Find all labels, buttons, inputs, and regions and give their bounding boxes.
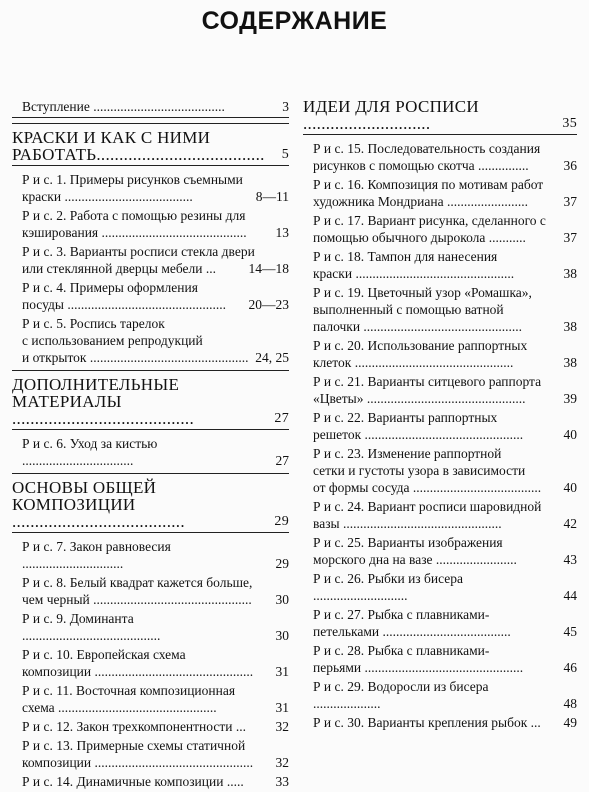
toc-entry-text-line: рисунков с помощью скотча ............... xyxy=(313,158,529,173)
toc-entry-text-line: краски ............................................... xyxy=(313,266,515,281)
toc-section-entry[interactable] xyxy=(303,98,577,132)
toc-section-entry[interactable] xyxy=(12,479,289,530)
toc-entry-text-line: решеток ............................................... xyxy=(313,427,524,442)
section-divider xyxy=(12,117,289,118)
toc-entry-text-line: клеток ............................................... xyxy=(313,355,514,370)
toc-entry-text-line: Р и с. 20. Использование раппортных xyxy=(313,338,528,353)
toc-entry-text-line: Р и с. 25. Варианты изображения xyxy=(313,535,503,550)
toc-entry[interactable] xyxy=(303,373,577,407)
toc-page-number: 48 xyxy=(563,696,577,711)
toc-entry-text-line: ИДЕИ ДЛЯ РОСПИСИ ............................ xyxy=(303,97,479,133)
toc-entry[interactable] xyxy=(12,737,289,771)
toc-entry-text-line: морского дна на вазе ........................ xyxy=(313,552,517,567)
toc-entry[interactable] xyxy=(303,678,577,712)
toc-entry-text-line: композиции ............................................... xyxy=(22,664,254,679)
section-divider xyxy=(12,532,289,533)
toc-entry[interactable] xyxy=(303,570,577,604)
toc-page-number: 30 xyxy=(275,592,289,607)
toc-page-number: 38 xyxy=(563,266,577,281)
toc-entry-text-line: «Цветы» ............................................... xyxy=(313,391,526,406)
toc-entry-text-line: Р и с. 18. Тампон для нанесения xyxy=(313,249,498,264)
toc-entry[interactable] xyxy=(303,606,577,640)
toc-page-number: 29 xyxy=(275,556,289,571)
toc-page-number: 35 xyxy=(562,116,577,131)
toc-right-column xyxy=(303,98,577,733)
section-divider xyxy=(303,134,577,135)
toc-entry[interactable] xyxy=(303,284,577,335)
toc-page-number: 39 xyxy=(563,391,577,406)
section-divider xyxy=(12,165,289,166)
toc-entry-text-line: выполненный с помощью ватной xyxy=(313,302,504,317)
toc-entry[interactable] xyxy=(12,171,289,205)
toc-entry-text-line: Р и с. 26. Рыбки из бисера ............................ xyxy=(313,571,463,603)
toc-page-number: 14—18 xyxy=(248,261,289,276)
toc-entry-text-line: КОМПОЗИЦИИ ...................................... xyxy=(12,495,185,531)
toc-entry[interactable] xyxy=(303,642,577,676)
toc-entry-text-line: схема ............................................... xyxy=(22,700,217,715)
toc-page-number: 38 xyxy=(563,355,577,370)
toc-entry[interactable] xyxy=(12,610,289,644)
toc-entry[interactable] xyxy=(12,315,289,366)
toc-entry[interactable] xyxy=(12,98,289,115)
toc-entry[interactable] xyxy=(12,773,289,790)
toc-entry-text-line: Р и с. 15. Последовательность создания xyxy=(313,141,541,156)
toc-page-number: 32 xyxy=(275,719,289,734)
toc-entry-text-line: сетки и густоты узора в зависимости xyxy=(313,463,526,478)
section-divider xyxy=(12,473,289,474)
toc-entry-text-line: палочки ............................................... xyxy=(313,319,523,334)
toc-page-number: 31 xyxy=(275,664,289,679)
toc-entry-text-line: Р и с. 22. Варианты раппортных xyxy=(313,410,498,425)
toc-entry[interactable] xyxy=(303,337,577,371)
toc-page-number: 31 xyxy=(275,700,289,715)
toc-page-number: 20—23 xyxy=(248,297,289,312)
toc-page-number: 13 xyxy=(275,225,289,240)
toc-entry[interactable] xyxy=(12,574,289,608)
toc-entry[interactable] xyxy=(12,538,289,572)
toc-entry-text-line: Р и с. 10. Европейская схема xyxy=(22,647,186,662)
toc-entry-text-line: Р и с. 12. Закон трехкомпонентности ... xyxy=(22,719,246,734)
toc-section-entry[interactable] xyxy=(12,376,289,427)
toc-entry-text-line: Р и с. 30. Варианты крепления рыбок ... xyxy=(313,715,541,730)
toc-entry-text-line: Р и с. 5. Роспись тарелок xyxy=(22,316,165,331)
toc-page-number: 36 xyxy=(563,158,577,173)
toc-page-number: 27 xyxy=(275,453,289,468)
toc-entry-text-line: вазы ............................................... xyxy=(313,516,502,531)
toc-page-number: 37 xyxy=(563,230,577,245)
toc-entry-text-line: краски ...................................... xyxy=(22,189,193,204)
toc-entry-text-line: или стеклянной дверцы мебели ... xyxy=(22,261,217,276)
toc-page-number: 29 xyxy=(274,514,289,529)
toc-page-number: 38 xyxy=(563,319,577,334)
toc-entry-text-line: петельками ...................................... xyxy=(313,624,511,639)
toc-entry[interactable] xyxy=(303,534,577,568)
toc-entry-text-line: чем черный ............................................... xyxy=(22,592,252,607)
section-divider xyxy=(12,370,289,371)
toc-entry[interactable] xyxy=(303,248,577,282)
toc-entry-text-line: МАТЕРИАЛЫ ........................................ xyxy=(12,392,194,428)
toc-entry-text-line: ДОПОЛНИТЕЛЬНЫЕ xyxy=(12,375,180,394)
toc-entry-text-line: Р и с. 28. Рыбка с плавниками- xyxy=(313,643,490,658)
toc-entry-text-line: Р и с. 1. Примеры рисунков съемными xyxy=(22,172,243,187)
toc-entry-text-line: Вступление ....................................... xyxy=(22,99,225,114)
toc-entry-text-line: композиции ............................................... xyxy=(22,755,254,770)
toc-entry[interactable] xyxy=(12,718,289,735)
toc-entry[interactable] xyxy=(303,445,577,496)
toc-entry-text-line: Р и с. 2. Работа с помощью резины для xyxy=(22,208,246,223)
toc-entry[interactable] xyxy=(12,646,289,680)
toc-entry[interactable] xyxy=(303,714,577,731)
toc-entry-text-line: Р и с. 9. Доминанта ......................................... xyxy=(22,611,161,643)
toc-page-number: 33 xyxy=(275,774,289,789)
toc-entry-text-line: перьями ............................................... xyxy=(313,660,524,675)
toc-entry[interactable] xyxy=(303,409,577,443)
toc-entry-text-line: Р и с. 21. Варианты ситцевого раппорта xyxy=(313,374,542,389)
toc-page-number: 30 xyxy=(275,628,289,643)
section-divider xyxy=(12,123,289,124)
toc-entry[interactable] xyxy=(12,207,289,241)
toc-section-entry[interactable] xyxy=(12,129,289,163)
toc-page-number: 32 xyxy=(275,755,289,770)
toc-entry[interactable] xyxy=(12,435,289,469)
section-divider xyxy=(12,429,289,430)
toc-entry-text-line: Р и с. 7. Закон равновесия .............................. xyxy=(22,539,171,571)
toc-page-number: 27 xyxy=(274,411,289,426)
page-title: СОДЕРЖАНИЕ xyxy=(201,7,388,35)
toc-left-column xyxy=(12,98,289,792)
toc-entry-text-line: Р и с. 6. Уход за кистью ................................. xyxy=(22,436,158,468)
toc-entry-text-line: Р и с. 27. Рыбка с плавниками- xyxy=(313,607,490,622)
toc-entry-text-line: от формы сосуда ...................................... xyxy=(313,480,542,495)
toc-entry[interactable] xyxy=(303,212,577,246)
toc-entry-text-line: кэширования ........................................... xyxy=(22,225,247,240)
toc-entry-text-line: Р и с. 13. Примерные схемы статичной xyxy=(22,738,246,753)
toc-page-number: 49 xyxy=(563,715,577,730)
toc-page-number: 5 xyxy=(281,147,289,162)
toc-entry[interactable] xyxy=(12,682,289,716)
toc-page-number: 42 xyxy=(563,516,577,531)
toc-page-number: 37 xyxy=(563,194,577,209)
toc-entry-text-line: Р и с. 19. Цветочный узор «Ромашка», xyxy=(313,285,532,300)
toc-entry[interactable] xyxy=(303,498,577,532)
toc-entry-text-line: помощью обычного дырокола ........... xyxy=(313,230,526,245)
toc-entry-text-line: РАБОТАТЬ..................................... xyxy=(12,145,265,164)
toc-entry-text-line: Р и с. 8. Белый квадрат кажется больше, xyxy=(22,575,253,590)
toc-entry-text-line: ОСНОВЫ ОБЩЕЙ xyxy=(12,478,157,497)
toc-entry-text-line: Р и с. 4. Примеры оформления xyxy=(22,280,198,295)
toc-page-number: 24, 25 xyxy=(255,350,289,365)
toc-entry-text-line: Р и с. 17. Вариант рисунка, сделанного с xyxy=(313,213,546,228)
toc-entry-text-line: посуды ............................................... xyxy=(22,297,226,312)
toc-entry-text-line: и открыток ............................................... xyxy=(22,350,249,365)
toc-entry-text-line: художника Мондриана ........................ xyxy=(313,194,528,209)
toc-entry-text-line: Р и с. 29. Водоросли из бисера .................... xyxy=(313,679,489,711)
toc-entry-text-line: Р и с. 24. Вариант росписи шаровидной xyxy=(313,499,542,514)
toc-entry[interactable] xyxy=(12,243,289,277)
toc-page-number: 8—11 xyxy=(255,189,289,204)
toc-page-number: 3 xyxy=(282,99,289,114)
toc-entry-text-line: Р и с. 14. Динамичные композиции ..... xyxy=(22,774,244,789)
toc-entry-text-line: Р и с. 3. Варианты росписи стекла двери xyxy=(22,244,255,259)
toc-entry-text-line: Р и с. 23. Изменение раппортной xyxy=(313,446,502,461)
toc-page-number: 40 xyxy=(563,427,577,442)
toc-entry-text-line: КРАСКИ И КАК С НИМИ xyxy=(12,128,211,147)
toc-page-number: 46 xyxy=(563,660,577,675)
toc-page-number: 40 xyxy=(563,480,577,495)
toc-entry[interactable] xyxy=(303,140,577,174)
toc-page-number: 44 xyxy=(563,588,577,603)
toc-page-number: 45 xyxy=(563,624,577,639)
toc-page-number: 43 xyxy=(563,552,577,567)
toc-entry[interactable] xyxy=(12,279,289,313)
toc-entry[interactable] xyxy=(303,176,577,210)
toc-entry-text-line: Р и с. 16. Композиция по мотивам работ xyxy=(313,177,544,192)
toc-entry-text-line: с использованием репродукций xyxy=(22,333,203,348)
toc-entry-text-line: Р и с. 11. Восточная композиционная xyxy=(22,683,236,698)
